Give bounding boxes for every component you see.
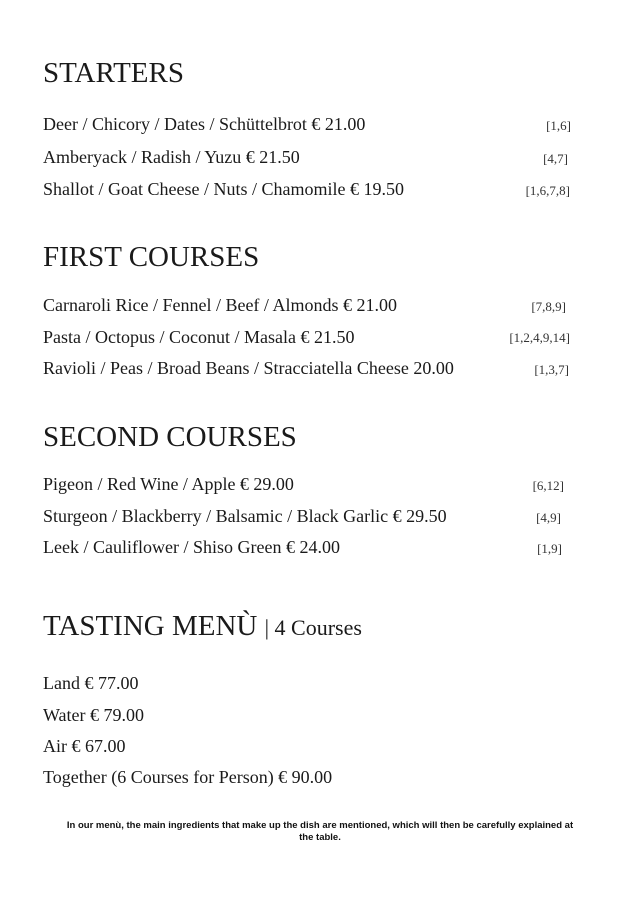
allergens: [1,6,7,8] <box>525 183 570 198</box>
menu-item: Shallot / Goat Cheese / Nuts / Chamomile € 19.50 <box>43 179 404 199</box>
footer-note: In our menù, the main ingredients that make up the dish are mentioned, which will then be carefully explained at the table. <box>66 820 574 843</box>
tasting-item: Land € 77.00 <box>43 673 139 693</box>
section-title: STARTERS <box>43 57 184 89</box>
menu-item: Amberyack / Radish / Yuzu € 21.50 <box>43 147 300 167</box>
allergens: [4,7] <box>543 151 568 166</box>
allergens: [7,8,9] <box>531 299 566 314</box>
section-title <box>43 610 362 644</box>
allergens: [1,6] <box>546 118 571 133</box>
tasting-item: Together (6 Courses for Person) € 90.00 <box>43 767 333 787</box>
menu-item: Ravioli / Peas / Broad Beans / Stracciatella Cheese 20.00 <box>43 358 454 378</box>
allergens: [4,9] <box>536 510 561 525</box>
tasting-item: Air € 67.00 <box>43 736 126 756</box>
section-title: SECOND COURSES <box>43 421 297 453</box>
menu-item: Pasta / Octopus / Coconut / Masala € 21.50 <box>43 327 355 347</box>
tasting-title: TASTING MENÙ <box>43 610 258 642</box>
menu-item: Deer / Chicory / Dates / Schüttelbrot € 21.00 <box>43 114 366 134</box>
tasting-subtitle: | 4 Courses <box>264 615 362 640</box>
allergens: [6,12] <box>532 478 564 493</box>
allergens: [1,3,7] <box>534 362 569 377</box>
tasting-item: Water € 79.00 <box>43 705 145 725</box>
menu-item: Sturgeon / Blackberry / Balsamic / Black Garlic € 29.50 <box>43 506 447 526</box>
section-title: FIRST COURSES <box>43 241 260 273</box>
allergens: [1,9] <box>537 541 562 556</box>
menu-item: Leek / Cauliflower / Shiso Green € 24.00 <box>43 537 340 557</box>
allergens: [1,2,4,9,14] <box>509 330 570 345</box>
menu-item: Pigeon / Red Wine / Apple € 29.00 <box>43 474 294 494</box>
menu-item: Carnaroli Rice / Fennel / Beef / Almonds € 21.00 <box>43 295 397 315</box>
